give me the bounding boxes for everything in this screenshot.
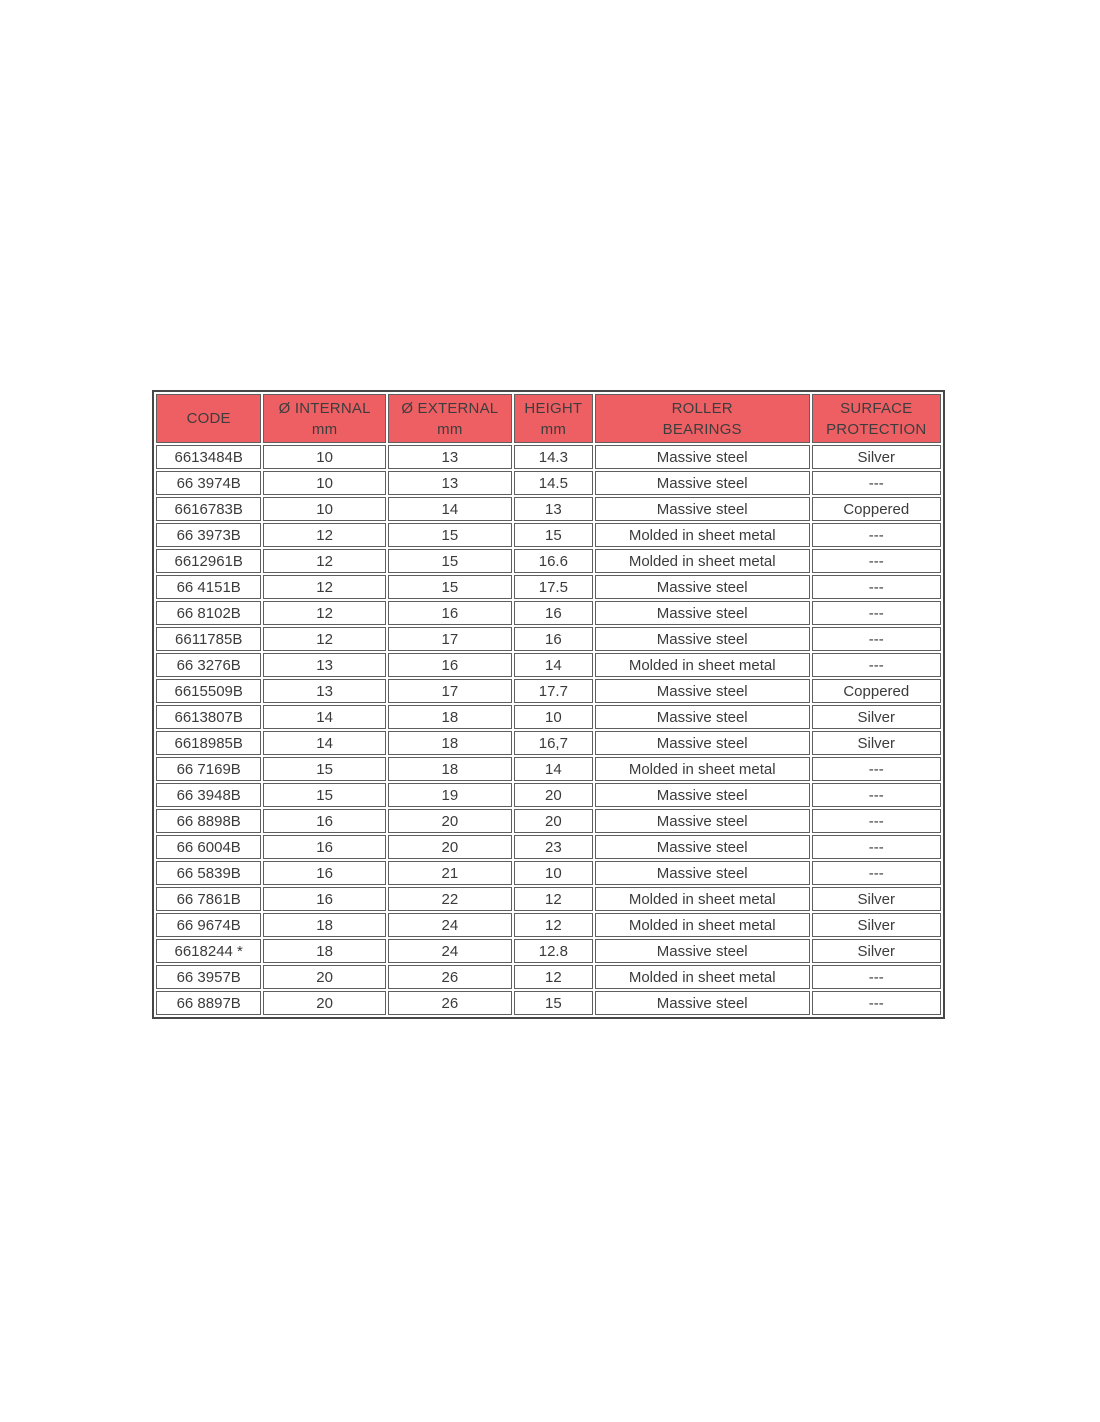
table-cell: Molded in sheet metal [595, 549, 810, 573]
table-cell: 66 3973B [156, 523, 261, 547]
table-cell: 15 [263, 783, 385, 807]
table-row [156, 991, 941, 1015]
table-cell: 20 [514, 783, 593, 807]
table-row [156, 809, 941, 833]
table-cell: 16 [263, 861, 385, 885]
table-row [156, 497, 941, 521]
table-cell: Coppered [812, 497, 941, 521]
table-cell: 12 [263, 627, 385, 651]
table-cell: 12 [263, 549, 385, 573]
table-cell: 17 [388, 627, 512, 651]
table-cell: Silver [812, 913, 941, 937]
table-cell: 16 [514, 601, 593, 625]
table-cell: --- [812, 575, 941, 599]
table-cell: 66 3276B [156, 653, 261, 677]
header-label: HEIGHT [524, 399, 583, 417]
table-cell: 15 [514, 523, 593, 547]
table-cell: 18 [388, 757, 512, 781]
table-cell: --- [812, 965, 941, 989]
table-cell: Massive steel [595, 471, 810, 495]
table-cell: --- [812, 471, 941, 495]
table-cell: 20 [263, 965, 385, 989]
table-row [156, 627, 941, 651]
table-cell: 17 [388, 679, 512, 703]
table-row [156, 679, 941, 703]
header-label: CODE [186, 410, 231, 427]
table-row [156, 783, 941, 807]
table-cell: 24 [388, 939, 512, 963]
table-header [156, 394, 941, 443]
table-cell: 10 [263, 445, 385, 469]
table-cell: 66 8102B [156, 601, 261, 625]
header-sublabel: mm [540, 420, 567, 438]
table-cell: 20 [514, 809, 593, 833]
table-cell: 13 [514, 497, 593, 521]
table-cell: 12 [514, 913, 593, 937]
table-cell: Massive steel [595, 783, 810, 807]
header-cell-surface-protection [812, 394, 941, 443]
header-row [156, 394, 941, 443]
table-row [156, 575, 941, 599]
table-cell: --- [812, 783, 941, 807]
table-cell: 66 3948B [156, 783, 261, 807]
table-cell: Massive steel [595, 939, 810, 963]
table-row [156, 731, 941, 755]
header-sublabel: mm [311, 420, 338, 438]
table-cell: 10 [514, 861, 593, 885]
table-cell: 14 [514, 653, 593, 677]
table-cell: 18 [388, 731, 512, 755]
table-cell: Molded in sheet metal [595, 913, 810, 937]
table-cell: 14 [514, 757, 593, 781]
table-cell: 6615509B [156, 679, 261, 703]
table-row [156, 601, 941, 625]
table-cell: 6613807B [156, 705, 261, 729]
header-label: ROLLER [671, 399, 733, 417]
bearings-spec-table [152, 390, 945, 1019]
table-cell: 66 3957B [156, 965, 261, 989]
table-cell: 6612961B [156, 549, 261, 573]
table-cell: 15 [388, 575, 512, 599]
table-cell: 66 7861B [156, 887, 261, 911]
table-cell: 13 [388, 445, 512, 469]
table-cell: 66 3974B [156, 471, 261, 495]
table-cell: 12 [263, 601, 385, 625]
table-cell: 12.8 [514, 939, 593, 963]
table-cell: 6611785B [156, 627, 261, 651]
table-cell: 10 [263, 471, 385, 495]
table-cell: 66 9674B [156, 913, 261, 937]
table-cell: 6616783B [156, 497, 261, 521]
table-body [156, 445, 941, 1015]
table-cell: Massive steel [595, 861, 810, 885]
table-cell: 18 [263, 939, 385, 963]
table-cell: 16.6 [514, 549, 593, 573]
table-cell: 14 [263, 731, 385, 755]
table-cell: --- [812, 627, 941, 651]
table-row [156, 835, 941, 859]
table-cell: 16 [388, 601, 512, 625]
table-cell: Molded in sheet metal [595, 757, 810, 781]
table-cell: Massive steel [595, 835, 810, 859]
table-cell: --- [812, 809, 941, 833]
table-cell: --- [812, 757, 941, 781]
table-row [156, 471, 941, 495]
table-cell: Massive steel [595, 497, 810, 521]
table-cell: --- [812, 991, 941, 1015]
table-cell: Massive steel [595, 575, 810, 599]
table-cell: 19 [388, 783, 512, 807]
table-cell: Silver [812, 939, 941, 963]
header-label: SURFACE [840, 399, 913, 417]
header-cell-internal-diameter [263, 394, 385, 443]
table-cell: 26 [388, 991, 512, 1015]
table-row [156, 939, 941, 963]
table-cell: 66 8897B [156, 991, 261, 1015]
table-cell: Molded in sheet metal [595, 887, 810, 911]
table-cell: 66 7169B [156, 757, 261, 781]
table-cell: 6618244 * [156, 939, 261, 963]
table-cell: Massive steel [595, 991, 810, 1015]
table-cell: Massive steel [595, 809, 810, 833]
table-cell: 16 [263, 809, 385, 833]
table-cell: 14.3 [514, 445, 593, 469]
table-cell: 6618985B [156, 731, 261, 755]
table-cell: 16 [514, 627, 593, 651]
table-cell: 15 [388, 549, 512, 573]
table-cell: --- [812, 601, 941, 625]
table-cell: 14 [263, 705, 385, 729]
header-cell-code [156, 394, 261, 443]
table-cell: 12 [514, 887, 593, 911]
table-row [156, 523, 941, 547]
header-sublabel: PROTECTION [826, 420, 927, 438]
table-cell: 14 [388, 497, 512, 521]
table-row [156, 965, 941, 989]
table-cell: Silver [812, 731, 941, 755]
table-row [156, 445, 941, 469]
table-cell: 26 [388, 965, 512, 989]
table-cell: 22 [388, 887, 512, 911]
table-cell: 18 [388, 705, 512, 729]
table-cell: 17.5 [514, 575, 593, 599]
table-cell: Silver [812, 887, 941, 911]
table-cell: 12 [263, 523, 385, 547]
table-cell: Molded in sheet metal [595, 965, 810, 989]
table-cell: 66 4151B [156, 575, 261, 599]
table-row [156, 653, 941, 677]
table-cell: 20 [263, 991, 385, 1015]
table-cell: Molded in sheet metal [595, 523, 810, 547]
table-cell: 10 [514, 705, 593, 729]
table-row [156, 757, 941, 781]
table-cell: 66 6004B [156, 835, 261, 859]
table-cell: 66 5839B [156, 861, 261, 885]
table-cell: Molded in sheet metal [595, 653, 810, 677]
table-cell: 21 [388, 861, 512, 885]
table-cell: Massive steel [595, 445, 810, 469]
table-cell: 12 [514, 965, 593, 989]
table-cell: --- [812, 835, 941, 859]
table-cell: 10 [263, 497, 385, 521]
table-cell: Silver [812, 445, 941, 469]
table-cell: Massive steel [595, 601, 810, 625]
table-cell: 13 [263, 679, 385, 703]
table-cell: Massive steel [595, 705, 810, 729]
table-cell: Massive steel [595, 731, 810, 755]
table-cell: 13 [263, 653, 385, 677]
header-cell-height [514, 394, 593, 443]
table-cell: --- [812, 861, 941, 885]
table-cell: 16,7 [514, 731, 593, 755]
header-label: Ø INTERNAL [278, 399, 371, 417]
table-cell: 15 [263, 757, 385, 781]
table-row [156, 705, 941, 729]
table-cell: 6613484B [156, 445, 261, 469]
header-label: Ø EXTERNAL [401, 399, 499, 417]
table-cell: 13 [388, 471, 512, 495]
table-cell: --- [812, 523, 941, 547]
table-cell: Massive steel [595, 627, 810, 651]
header-sublabel: mm [437, 420, 463, 438]
table-cell: 15 [388, 523, 512, 547]
table-cell: 16 [388, 653, 512, 677]
table-cell: 16 [263, 835, 385, 859]
table-cell: Coppered [812, 679, 941, 703]
table-cell: 20 [388, 809, 512, 833]
table-cell: --- [812, 653, 941, 677]
table-cell: 66 8898B [156, 809, 261, 833]
table-row [156, 913, 941, 937]
header-sublabel: BEARINGS [662, 420, 742, 438]
table-cell: 17.7 [514, 679, 593, 703]
table-cell: --- [812, 549, 941, 573]
table-cell: 20 [388, 835, 512, 859]
table-cell: 12 [263, 575, 385, 599]
header-cell-roller-bearings [595, 394, 810, 443]
table-row [156, 887, 941, 911]
table-row [156, 549, 941, 573]
table-cell: 15 [514, 991, 593, 1015]
table-cell: 24 [388, 913, 512, 937]
table-cell: Massive steel [595, 679, 810, 703]
table-cell: 23 [514, 835, 593, 859]
table-row [156, 861, 941, 885]
table-cell: Silver [812, 705, 941, 729]
table-cell: 14.5 [514, 471, 593, 495]
header-cell-external-diameter [388, 394, 512, 443]
table-cell: 16 [263, 887, 385, 911]
table-cell: 18 [263, 913, 385, 937]
